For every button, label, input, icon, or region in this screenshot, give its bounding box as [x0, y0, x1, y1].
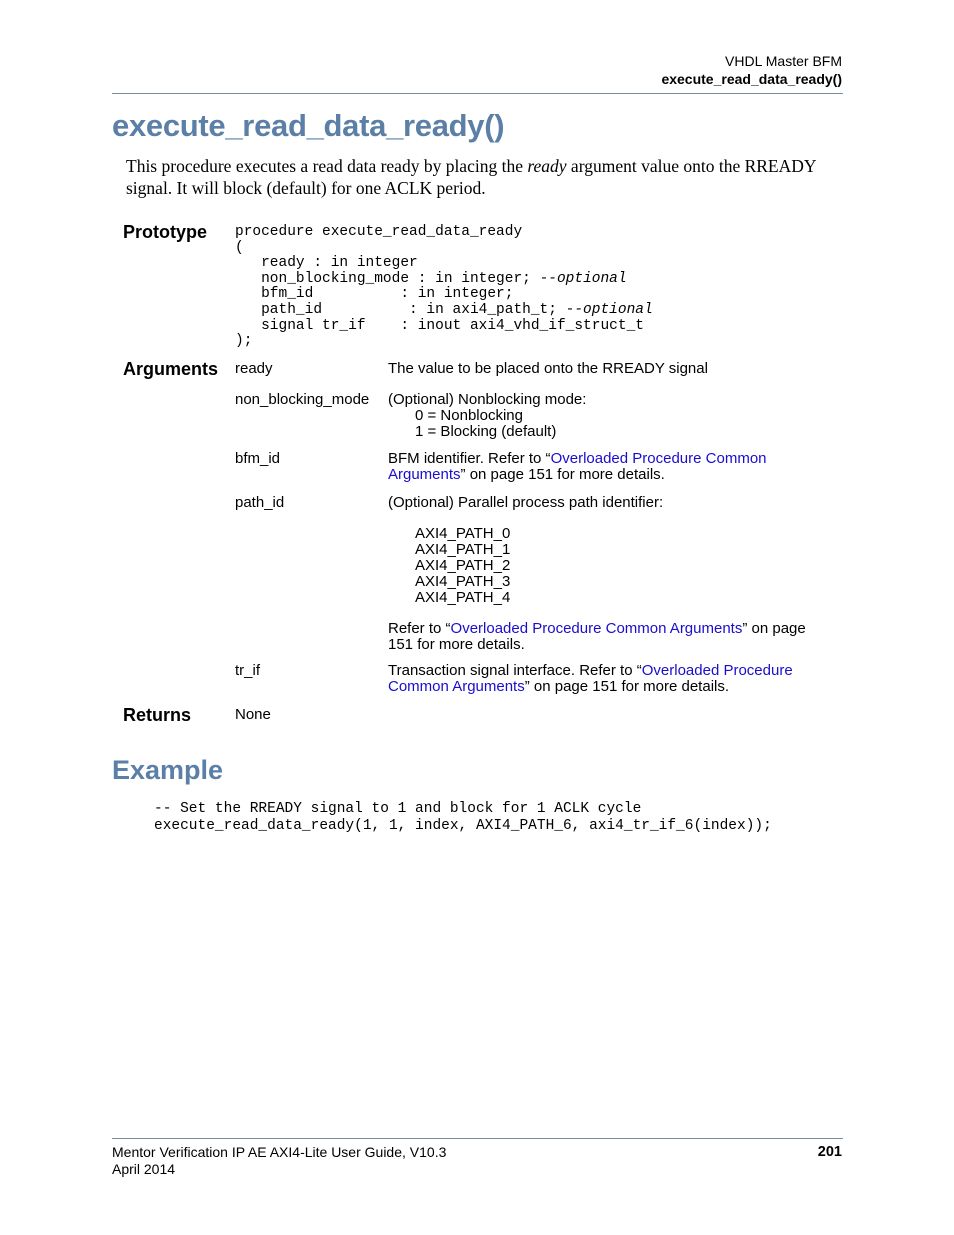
example-heading: Example — [112, 755, 224, 785]
arg-name-non-blocking-mode: non_blocking_mode — [235, 391, 370, 408]
footer-guide: Mentor Verification IP AE AXI4-Lite User Guide, V10.3 — [112, 1144, 447, 1160]
path-value: AXI4_PATH_3 — [415, 573, 511, 590]
arg-name-tr-if: tr_if — [235, 662, 261, 679]
overloaded-args-link[interactable]: Overloaded Procedure Common Arguments — [388, 662, 793, 695]
arg-desc-path-id: (Optional) Parallel process path identifier: AXI4_PATH_0 AXI4_PATH_1 AXI4_PATH_2 AXI4_PATH_3 AXI4_PATH_4 Refer to “Overloaded Procedure Common Arguments” on page 151 for more details. — [388, 495, 828, 653]
header-topic: execute_read_data_ready() — [661, 71, 842, 87]
option-nonblocking: 0 = Nonblocking — [415, 407, 523, 424]
page-number: 201 — [817, 1144, 842, 1160]
arg-name-path-id: path_id — [235, 494, 285, 511]
arg-name-ready: ready — [235, 360, 273, 377]
path-value: AXI4_PATH_1 — [415, 541, 511, 558]
path-value: AXI4_PATH_4 — [415, 589, 511, 606]
page-title: execute_read_data_ready() — [112, 108, 505, 143]
path-value: AXI4_PATH_0 — [415, 525, 511, 542]
arg-desc-ready: The value to be placed onto the RREADY signal — [388, 360, 708, 377]
intro-paragraph: This procedure executes a read data ready by placing the ready argument value onto the RREADY signal. It will block (default) for one ACLK period. — [126, 156, 816, 198]
arg-desc-non-blocking-mode: (Optional) Nonblocking mode: 0 = Nonblocking 1 = Blocking (default) — [388, 392, 828, 440]
arg-name-bfm-id: bfm_id — [235, 450, 281, 467]
overloaded-args-link[interactable]: Overloaded Procedure Common Arguments — [388, 450, 767, 483]
running-header — [661, 52, 842, 88]
prototype-code: procedure execute_read_data_ready ( ready : in integer non_blocking_mode : in integer; --optional bfm_id : in integer; path_id : in axi4_path_t; --optional signal tr_if : inout axi4_vhd_if_struct_t ); — [235, 224, 653, 350]
arg-desc-tr-if: Transaction signal interface. Refer to “Overloaded Procedure Common Arguments” on page 151 for more details. — [388, 662, 793, 695]
arguments-label: Arguments — [123, 359, 219, 379]
header-section: VHDL Master BFM — [725, 53, 842, 69]
footer-date: April 2014 — [112, 1161, 176, 1177]
returns-value: None — [235, 706, 271, 723]
footer-info — [112, 1144, 446, 1178]
path-value: AXI4_PATH_2 — [415, 557, 511, 574]
overloaded-args-link[interactable]: Overloaded Procedure Common Arguments — [450, 620, 743, 637]
example-code: -- Set the RREADY signal to 1 and block for 1 ACLK cycle execute_read_data_ready(1, 1, index, AXI4_PATH_6, axi4_tr_if_6(index)); — [154, 801, 772, 834]
option-blocking: 1 = Blocking (default) — [415, 423, 557, 440]
returns-label: Returns — [123, 705, 192, 725]
footer-rule — [112, 1138, 843, 1139]
header-rule — [112, 93, 843, 94]
arg-desc-bfm-id: BFM identifier. Refer to “Overloaded Procedure Common Arguments” on page 151 for more details. — [388, 450, 767, 483]
prototype-label: Prototype — [123, 222, 208, 242]
